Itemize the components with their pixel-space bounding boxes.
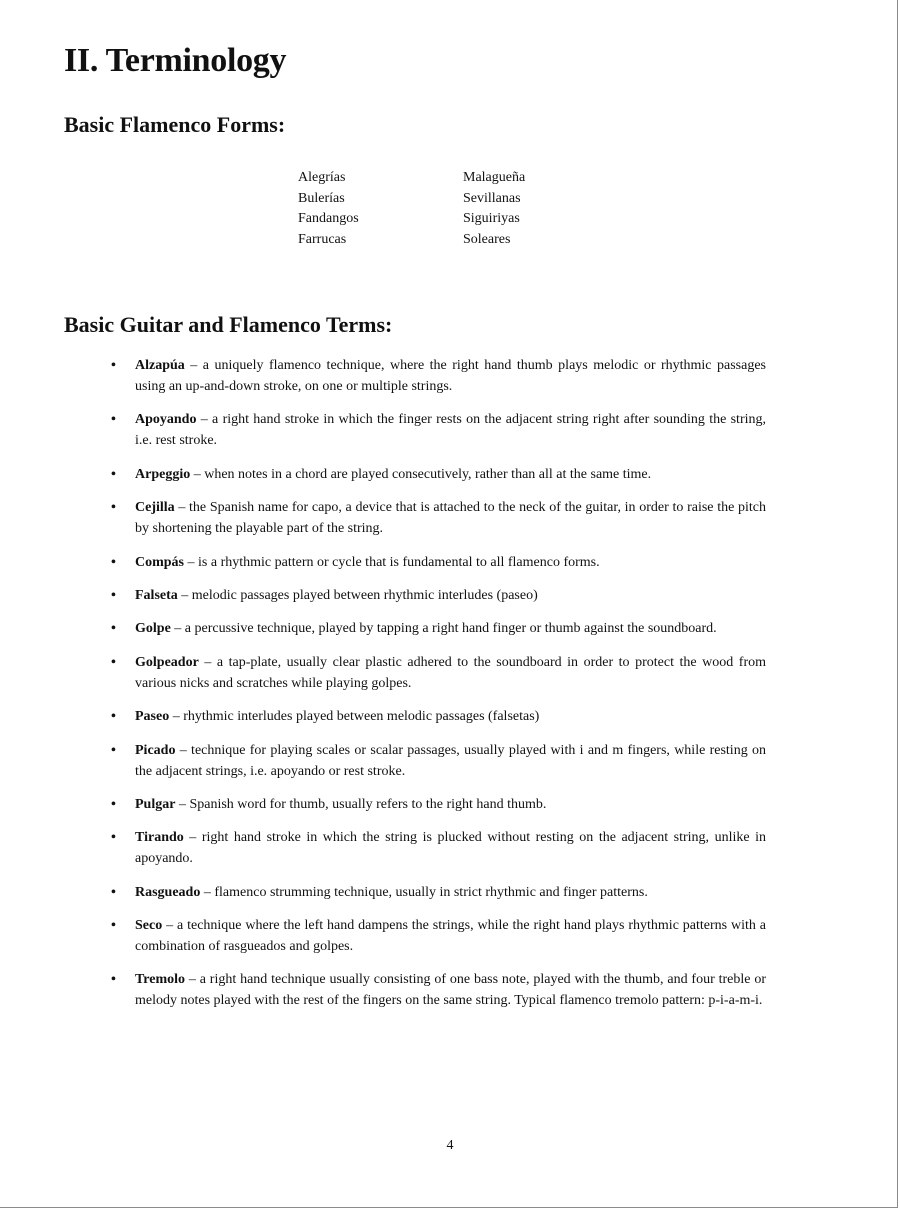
bullet-icon: •: [111, 918, 116, 934]
term-definition: – the Spanish name for capo, a device that is attached to the neck of the guitar, in order to raise the pitch by shortening the playable part of the string.: [135, 500, 766, 537]
term-definition: – technique for playing scales or scalar passages, usually played with i and m fingers, while resting on the adjacent strings, i.e. apoyando or rest stroke.: [135, 742, 766, 779]
term-item: [108, 706, 766, 727]
bullet-icon: •: [111, 412, 116, 428]
term-definition: – a right hand stroke in which the finger rests on the adjacent string right after sounding the string, i.e. rest stroke.: [135, 412, 766, 449]
terms-list: [108, 355, 766, 1024]
bullet-icon: •: [111, 621, 116, 637]
forms-section-heading: Basic Flamenco Forms:: [64, 112, 286, 137]
term-name: Seco: [135, 918, 163, 934]
form-name: Malagueña: [463, 170, 526, 185]
term-definition: – a tap-plate, usually clear plastic adhered to the soundboard in order to protect the wood from various nicks and scratches while playing golpes.: [135, 654, 766, 691]
bullet-icon: •: [111, 554, 116, 570]
bullet-icon: •: [111, 742, 116, 758]
term-name: Apoyando: [135, 412, 197, 428]
term-definition: – a right hand technique usually consisting of one bass note, played with the thumb, and four treble or melody notes played with the rest of the fingers on the same string. Typical flamenco tremolo pattern: p-i-a-m-i.: [135, 972, 766, 1009]
term-name: Golpe: [135, 621, 171, 637]
term-item: [108, 915, 766, 957]
term-item: [108, 882, 766, 903]
form-name: Sevillanas: [463, 190, 521, 206]
term-item: [108, 827, 766, 869]
term-definition: – rhythmic interludes played between melodic passages (falsetas): [169, 709, 540, 725]
bullet-icon: •: [111, 358, 116, 373]
term-item: [108, 464, 766, 485]
term-item: [108, 355, 766, 397]
bullet-icon: •: [111, 972, 116, 988]
term-item: [108, 618, 766, 639]
bullet-icon: •: [111, 830, 116, 846]
term-definition: – a uniquely flamenco technique, where the right hand thumb plays melodic or rhythmic passages using an up-and-down stroke, on one or multiple strings.: [135, 358, 766, 394]
form-name: Bulerías: [298, 190, 345, 206]
term-item: [108, 740, 766, 782]
term-name: Arpeggio: [135, 466, 191, 482]
term-definition: – Spanish word for thumb, usually refers to the right hand thumb.: [175, 796, 547, 812]
bullet-icon: •: [111, 796, 116, 812]
form-name: Fandangos: [298, 211, 359, 226]
term-item: [108, 409, 766, 451]
term-definition: – right hand stroke in which the string is plucked without resting on the adjacent string, unlike in apoyando.: [135, 830, 766, 867]
form-name: Alegrías: [298, 170, 346, 185]
term-definition: – a technique where the left hand dampens the strings, while the right hand plays rhythmic patterns with a combination of rasgueados and golpes.: [135, 918, 766, 955]
bullet-icon: •: [111, 466, 116, 482]
term-name: Compás: [135, 554, 185, 570]
term-name: Golpeador: [135, 654, 199, 670]
bullet-icon: •: [111, 709, 116, 725]
term-name: Pulgar: [135, 796, 176, 812]
page-number: 4: [446, 1138, 454, 1153]
bullet-icon: •: [111, 500, 116, 516]
term-name: Picado: [135, 742, 176, 758]
term-definition: – flamenco strumming technique, usually in strict rhythmic and finger patterns.: [200, 884, 648, 900]
term-name: Tremolo: [135, 972, 186, 988]
term-item: [108, 552, 766, 573]
bullet-icon: •: [111, 884, 116, 900]
term-item: [108, 585, 766, 606]
term-definition: – a percussive technique, played by tapping a right hand finger or thumb against the soundboard.: [170, 621, 717, 637]
term-item: [108, 652, 766, 694]
term-definition: – melodic passages played between rhythmic interludes (paseo): [177, 587, 538, 603]
term-name: Tirando: [135, 830, 184, 846]
term-name: Alzapúa: [135, 358, 185, 373]
term-item: [108, 969, 766, 1011]
term-name: Rasgueado: [135, 884, 201, 900]
term-item: [108, 794, 766, 815]
term-name: Cejilla: [135, 500, 175, 516]
term-definition: – when notes in a chord are played consecutively, rather than all at the same time.: [190, 466, 652, 482]
flamenco-forms-grid: [298, 170, 623, 252]
term-definition: – is a rhythmic pattern or cycle that is fundamental to all flamenco forms.: [184, 554, 600, 570]
form-name: Soleares: [463, 231, 511, 247]
bullet-icon: •: [111, 587, 116, 603]
form-name: Siguiriyas: [463, 211, 520, 226]
bullet-icon: •: [111, 654, 116, 670]
chapter-title: II. Terminology: [64, 42, 287, 79]
term-name: Paseo: [135, 709, 170, 725]
term-item: [108, 497, 766, 539]
terms-section-heading: Basic Guitar and Flamenco Terms:: [64, 312, 393, 337]
form-name: Farrucas: [298, 231, 347, 247]
term-name: Falseta: [135, 587, 178, 603]
